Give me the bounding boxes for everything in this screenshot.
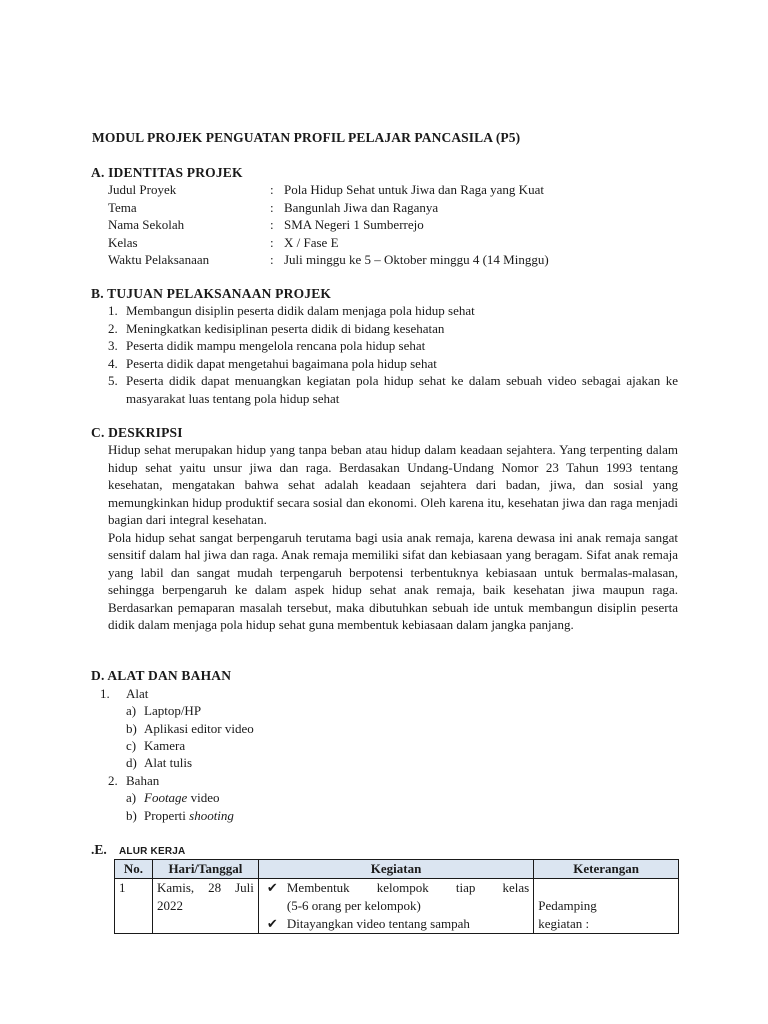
identity-value: Bangunlah Jiwa dan Raganya — [284, 200, 439, 215]
list-item — [108, 320, 678, 338]
list-text: Peserta didik dapat mengetahui bagaimana pola hidup sehat — [126, 355, 437, 371]
identity-value: Pola Hidup Sehat untuk Jiwa dan Raga yang Kuat — [284, 182, 544, 197]
cell-activities — [258, 879, 533, 934]
list-text: Kamera — [144, 738, 186, 753]
list-letter: b) — [126, 721, 137, 736]
identity-colon: : — [270, 182, 274, 197]
activity-item — [263, 915, 529, 933]
identity-key: Tema — [108, 200, 137, 215]
column-header-no: No. — [115, 860, 153, 879]
list-item — [108, 302, 678, 320]
column-header-activity: Kegiatan — [258, 860, 533, 879]
date-line: 2022 — [156, 898, 183, 913]
section-e-prefix: .E. — [91, 842, 107, 857]
identity-row — [108, 251, 688, 269]
list-letter: a) — [126, 790, 137, 805]
column-header-note: Keterangan — [534, 860, 679, 879]
list-number: 4. — [108, 355, 118, 371]
section-d-heading: D. ALAT DAN BAHAN — [91, 668, 232, 683]
paragraph: Hidup sehat merupakan hidup yang tanpa beban atau hidup dalam keadaan sejahtera. Yang terpenting dalam hidup sehat yaitu unsur jiwa dan raga. Berdasakan Undang-Undang Nomor 23 Tahun 1993 tentang kesehatan, mengatakan bahwa sehat adalah keadaan sejahtera dari badan, jiwa, dan sosial yang memungkinkan hidup produktif secara sosial dan ekonomi. Oleh karena itu, kesehatan jiwa dan raga menjadi bagian dari integral kesehatan. — [108, 442, 678, 527]
description-body — [108, 441, 678, 634]
table-header-row — [115, 860, 679, 879]
group-label: Alat — [126, 686, 149, 701]
date-line: Kamis, 28 Juli — [156, 880, 254, 895]
activity-text: Membentuk kelompok tiap kelas — [286, 880, 530, 895]
identity-value: Juli minggu ke 5 – Oktober minggu 4 (14 Minggu) — [284, 252, 549, 267]
activity-item — [263, 879, 529, 915]
note-line: Pedamping — [538, 898, 597, 913]
list-number: 2. — [108, 320, 118, 336]
table-row — [115, 879, 679, 934]
list-letter: a) — [126, 703, 137, 718]
list-letter: c) — [126, 738, 137, 753]
identity-colon: : — [270, 217, 274, 232]
identity-value: SMA Negeri 1 Sumberrejo — [284, 217, 424, 232]
list-text: Aplikasi editor video — [144, 721, 254, 736]
group-label: Bahan — [126, 773, 160, 788]
identity-key: Nama Sekolah — [108, 217, 185, 232]
list-number: 3. — [108, 338, 118, 353]
list-text: Meningkatkan kedisiplinan peserta didik di bidang kesehatan — [126, 320, 445, 336]
list-number: 1. — [108, 303, 118, 318]
identity-row — [108, 216, 688, 234]
identity-key: Waktu Pelaksanaan — [108, 252, 210, 267]
list-text: Membangun disiplin peserta didik dalam menjaga pola hidup sehat — [126, 303, 475, 318]
cell-date — [152, 879, 258, 934]
section-e-heading: ALUR KERJA — [119, 846, 186, 857]
list-text: Peserta didik mampu mengelola rencana pola hidup sehat — [126, 338, 426, 353]
group-number: 2. — [108, 773, 118, 788]
list-item — [108, 337, 678, 355]
identity-colon: : — [270, 200, 274, 215]
list-text: Footage video — [144, 790, 220, 805]
list-item — [108, 372, 678, 407]
identity-key: Judul Proyek — [108, 182, 177, 197]
identity-key: Kelas — [108, 235, 138, 250]
list-text: Alat tulis — [144, 755, 193, 770]
workflow-table — [114, 859, 679, 934]
identity-row — [108, 234, 688, 252]
section-a-heading: A. IDENTITAS PROJEK — [91, 165, 243, 180]
activity-text: (5-6 orang per kelompok) — [286, 898, 421, 913]
identity-row — [108, 181, 688, 199]
section-c-heading: C. DESKRIPSI — [91, 425, 183, 440]
activity-text: Ditayangkan video tentang sampah — [286, 916, 470, 931]
list-text: Peserta didik dapat menuangkan kegiatan pola hidup sehat ke dalam sebuah video sebagai ajakan ke masyarakat luas tentang pola hidup sehat — [126, 373, 678, 406]
cell-no: 1 — [115, 879, 153, 934]
cell-note — [534, 879, 679, 934]
list-number: 5. — [108, 373, 118, 388]
paragraph: Pola hidup sehat sangat berpengaruh terutama bagi usia anak remaja, karena dewasa ini anak remaja sangat sensitif dalam hal jiwa dan raga. Anak remaja memiliki sifat dan kebiasaan yang beragam. Sifat anak remaja yang labil dan sangat mudah terpengaruh berpotensi terbentuknya kebiasaan untuk bermalas-malasan, sehingga berpengaruh ke dalam aspek hidup sehat anak remaja, baik kesehatan jiwa maupun raga. Berdasarkan pemaparan masalah tersebut, maka dibutuhkan sebuah ide untuk membangun disiplin peserta didik dalam menjaga pola hidup sehat guna membentuk kebiasaan dalam jangka panjang. — [108, 529, 678, 632]
checkmark-icon: ✔ — [266, 916, 278, 931]
list-letter: d) — [126, 755, 137, 770]
identity-colon: : — [270, 235, 274, 250]
group-number: 1. — [100, 686, 110, 701]
identity-colon: : — [270, 252, 274, 267]
section-b-heading: B. TUJUAN PELAKSANAAN PROJEK — [91, 286, 332, 301]
note-line: kegiatan : — [538, 916, 590, 931]
column-header-date: Hari/Tanggal — [152, 860, 258, 879]
list-item — [108, 355, 678, 373]
list-text: Properti shooting — [144, 808, 234, 823]
list-text: Laptop/HP — [144, 703, 202, 718]
goals-list — [108, 302, 678, 407]
document-title: MODUL PROJEK PENGUATAN PROFIL PELAJAR PANCASILA (P5) — [92, 130, 521, 145]
checkmark-icon: ✔ — [266, 880, 278, 895]
identity-row — [108, 199, 688, 217]
identity-value: X / Fase E — [284, 235, 339, 250]
list-letter: b) — [126, 808, 137, 823]
